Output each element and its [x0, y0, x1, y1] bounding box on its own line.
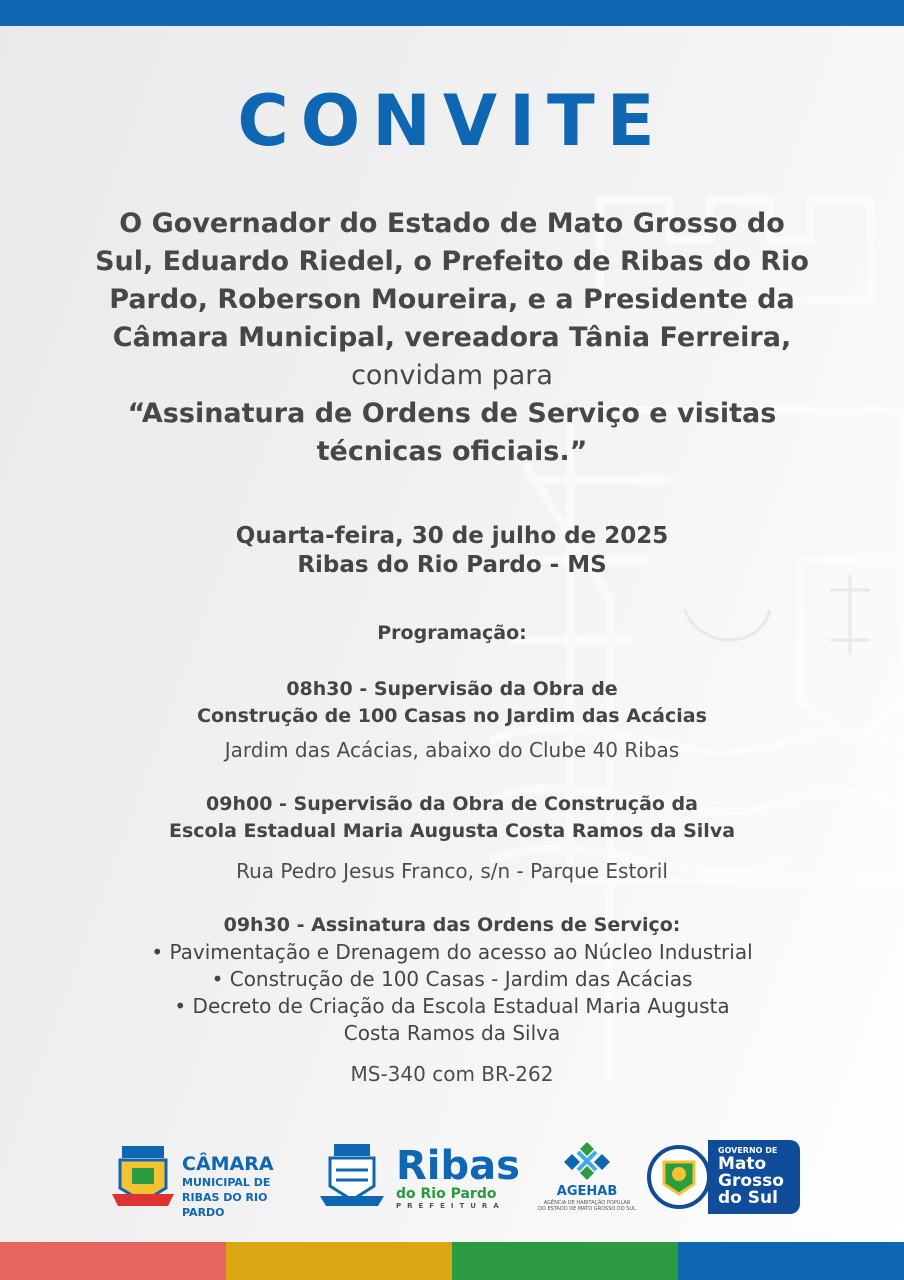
camara-line: RIBAS DO RIO PARDO	[182, 1191, 268, 1219]
program-item-place: Jardim das Acácias, abaixo do Clube 40 Ribas	[224, 738, 680, 762]
program-title: Programação:	[377, 622, 527, 644]
program-item-head: 08h30 - Supervisão da Obra de	[286, 678, 618, 700]
intro-line: Câmara Municipal, vereadora Tânia Ferreira,	[112, 322, 792, 353]
prefeitura-tag: PREFEITURA	[396, 1202, 505, 1210]
governo-ms-badge	[708, 1140, 800, 1214]
intro-line: Sul, Eduardo Riedel, o Prefeito de Ribas do Rio	[95, 246, 809, 277]
agehab-line: DO ESTADO DE MATO GROSSO DO SUL	[538, 1206, 636, 1212]
event-info	[0, 522, 904, 580]
partner-logos	[0, 1140, 904, 1220]
event-place: Ribas do Rio Pardo - MS	[297, 552, 607, 578]
governo-state	[718, 1156, 784, 1207]
program-item-head: 09h30 - Assinatura das Ordens de Serviço:	[223, 914, 681, 936]
intro-line: convidam para	[351, 360, 553, 391]
invitation-text	[0, 205, 904, 471]
page-title: CONVITE	[237, 80, 667, 162]
program-item-head: Construção de 100 Casas no Jardim das Acácias	[197, 705, 707, 727]
program-item-1	[0, 676, 904, 730]
agehab-name: AGEHAB	[556, 1184, 618, 1199]
program-item-3	[0, 912, 904, 1047]
program-bullet: • Pavimentação e Drenagem do acesso ao Núcleo Industrial	[151, 940, 753, 964]
prefeitura-subtitle: do Rio Pardo	[396, 1186, 497, 1202]
agehab-line: AGÊNCIA DE HABITAÇÃO POPULAR	[543, 1200, 631, 1206]
intro-line: Pardo, Roberson Moureira, e a Presidente da	[109, 284, 795, 315]
camara-logo	[108, 1140, 298, 1220]
camara-line: CÂMARA	[182, 1153, 274, 1175]
prefeitura-name	[396, 1143, 520, 1210]
event-name: “Assinatura de Ordens de Serviço e visitas	[127, 398, 777, 429]
agehab-description	[532, 1200, 642, 1212]
bottom-bar-segment	[452, 1242, 678, 1280]
bottom-bar-segment	[226, 1242, 452, 1280]
bottom-bar-segment	[678, 1242, 904, 1280]
prefeitura-logo	[316, 1140, 520, 1220]
prefeitura-title: Ribas	[396, 1143, 520, 1189]
program-bullet: • Decreto de Criação da Escola Estadual Maria Augusta	[174, 994, 730, 1018]
agehab-symbol-icon	[532, 1140, 642, 1184]
bottom-color-bar	[0, 1242, 904, 1280]
program-item-2	[0, 791, 904, 845]
program-bullet: Costa Ramos da Silva	[343, 1021, 561, 1045]
governo-label: GOVERNO DE	[718, 1146, 778, 1155]
camara-crest-icon	[108, 1140, 178, 1210]
governo-state-line: do Sul	[718, 1188, 778, 1208]
program-item-place: Rua Pedro Jesus Franco, s/n - Parque Estoril	[236, 859, 668, 883]
top-color-bar	[0, 0, 904, 26]
agehab-logo	[532, 1140, 642, 1220]
program-bullet: • Construção de 100 Casas - Jardim das Acácias	[211, 967, 693, 991]
bottom-bar-segment	[0, 1242, 226, 1280]
governo-state-line: Grosso	[718, 1171, 784, 1191]
intro-line: O Governador do Estado de Mato Grosso do	[119, 208, 785, 239]
camara-name	[182, 1154, 298, 1220]
program-item-head: 09h00 - Supervisão da Obra de Construção da	[206, 793, 698, 815]
program-item-place: MS-340 com BR-262	[350, 1062, 554, 1086]
event-date: Quarta-feira, 30 de julho de 2025	[235, 523, 669, 549]
program-item-head: Escola Estadual Maria Augusta Costa Ramos da Silva	[168, 820, 736, 842]
ms-crest-icon	[646, 1140, 712, 1214]
event-name: técnicas oficiais.”	[316, 436, 588, 467]
prefeitura-crest-icon	[316, 1140, 388, 1210]
governo-state-line: Mato	[718, 1154, 767, 1174]
camara-line: MUNICIPAL DE	[182, 1176, 271, 1189]
governo-ms-logo	[646, 1140, 806, 1220]
